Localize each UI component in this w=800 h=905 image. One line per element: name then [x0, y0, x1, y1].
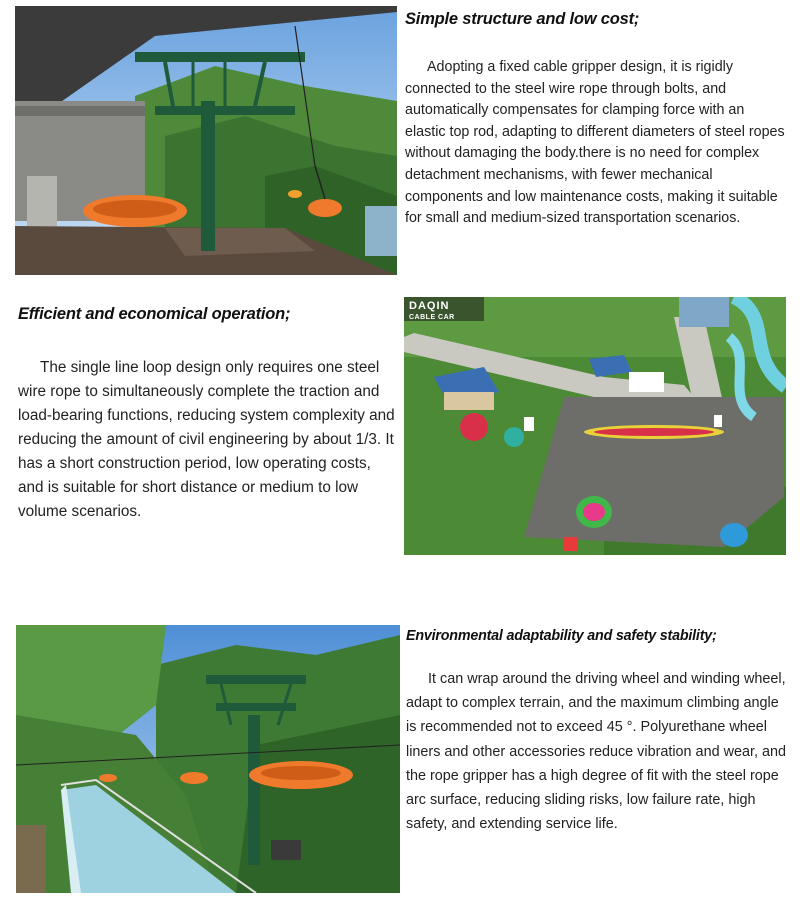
amusement-area-aerial-photo [404, 297, 786, 555]
section-body-text: It can wrap around the driving wheel and winding wheel, adapt to complex terrain, and the maximum climbing angle is recommended not to exceed 45 °. Polyurethane wheel liners and other accessories reduce vibration and wear, and the rope gripper has a high degree of fit with the steel rope arc surface, reducing sliding risks, low failure rate, high safety, and extending service life. [406, 671, 786, 833]
section-heading: Environmental adaptability and safety stability; [406, 628, 717, 644]
section-body-text: Adopting a fixed cable gripper design, it is rigidly connected to the steel wire rope through bolts, and automatically compensates for clamping force with an elastic top rod, adapting to different diameters of steel ropes without damaging the body.there is no need for complex detachment mechanisms, with fewer mechanical components and low maintenance costs, making it suitable for small and medium-sized transportation scenarios. [405, 59, 785, 227]
cable-car-tower-photo [16, 625, 400, 893]
brand-logo-line2: CABLE CAR [409, 314, 455, 321]
brand-logo-line1: DAQIN [409, 300, 450, 312]
section-heading: Efficient and economical operation; [18, 305, 291, 323]
section-heading: Simple structure and low cost; [405, 10, 640, 28]
cable-car-station-photo [15, 6, 397, 275]
section-body-text: The single line loop design only requires one steel wire rope to simultaneously complete the traction and load-bearing functions, reducing system complexity and reducing the amount of civil engineering by about 1/3. It has a short construction period, low operating costs, and is suitable for short distance or medium to low volume scenarios. [18, 359, 395, 520]
